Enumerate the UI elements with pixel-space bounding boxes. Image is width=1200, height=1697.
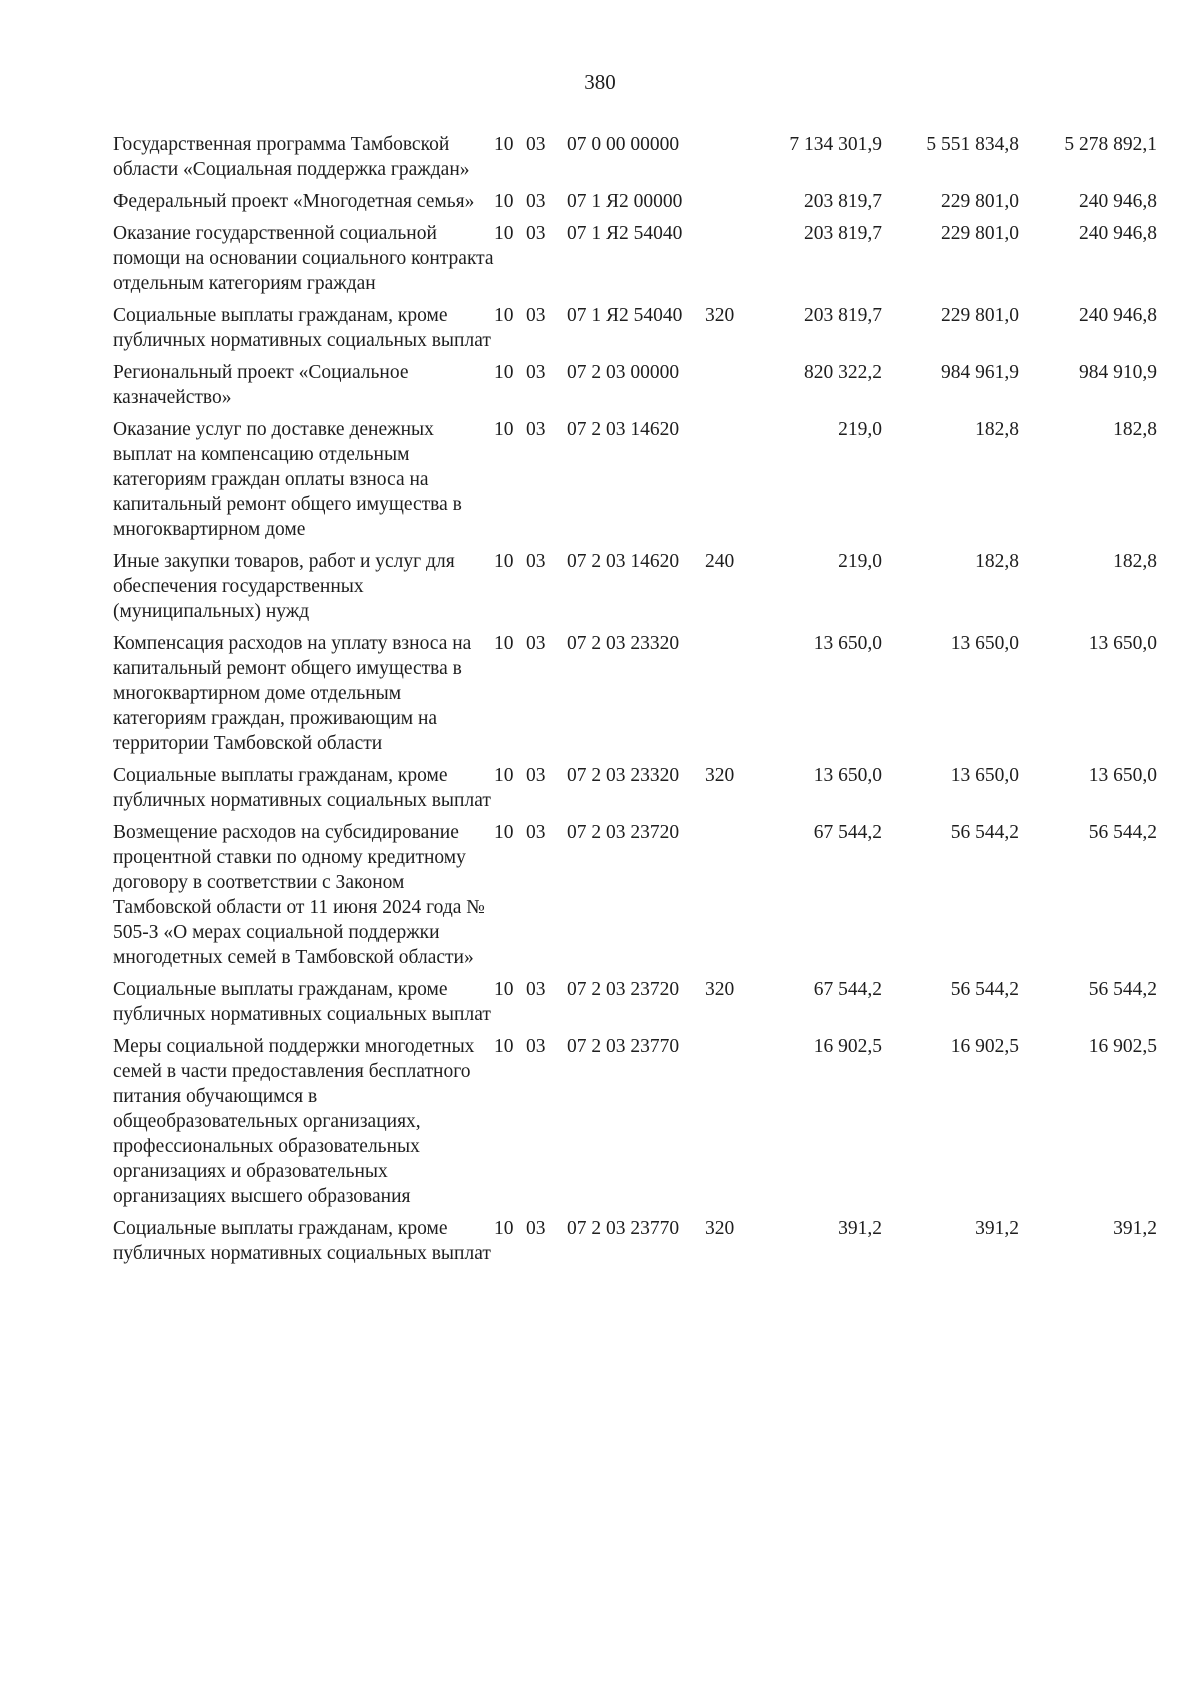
amount-year-3: 984 910,9 <box>1079 362 1157 383</box>
subsection-code: 03 <box>526 765 546 786</box>
table-row <box>113 417 1157 549</box>
amount-year-3: 5 278 892,1 <box>1064 134 1157 155</box>
amount-year-2: 391,2 <box>975 1218 1019 1239</box>
table-body <box>113 132 1157 1273</box>
table-row <box>113 303 1157 360</box>
section-code: 10 <box>494 305 514 326</box>
amount-year-1: 203 819,7 <box>804 191 882 212</box>
section-code: 10 <box>494 551 514 572</box>
amount-year-2: 56 544,2 <box>950 979 1019 1000</box>
amount-year-1: 67 544,2 <box>813 822 882 843</box>
target-article-code: 07 2 03 23720 <box>567 979 680 1000</box>
section-code: 10 <box>494 223 514 244</box>
amount-year-3: 13 650,0 <box>1088 633 1157 654</box>
table-row <box>113 1034 1157 1216</box>
amount-year-2: 984 961,9 <box>941 362 1019 383</box>
target-article-code: 07 2 03 00000 <box>567 362 680 383</box>
section-code: 10 <box>494 362 514 383</box>
subsection-code: 03 <box>526 191 546 212</box>
subsection-code: 03 <box>526 362 546 383</box>
expense-item-name: Иные закупки товаров, работ и услуг для обеспечения государственных (муниципальных) нужд <box>113 551 455 622</box>
amount-year-3: 240 946,8 <box>1079 305 1157 326</box>
target-article-code: 07 1 Я2 00000 <box>567 191 683 212</box>
amount-year-1: 219,0 <box>838 551 882 572</box>
table-row <box>113 820 1157 977</box>
table-row <box>113 132 1157 189</box>
expense-type-code <box>705 360 747 417</box>
section-code: 10 <box>494 134 514 155</box>
amount-year-1: 13 650,0 <box>813 633 882 654</box>
expense-type-code <box>705 1034 747 1216</box>
amount-year-3: 240 946,8 <box>1079 191 1157 212</box>
amount-year-2: 13 650,0 <box>950 633 1019 654</box>
amount-year-3: 56 544,2 <box>1088 822 1157 843</box>
amount-year-2: 16 902,5 <box>950 1036 1019 1057</box>
expense-type-code <box>705 417 747 549</box>
target-article-code: 07 2 03 23770 <box>567 1036 680 1057</box>
subsection-code: 03 <box>526 134 546 155</box>
expense-type-code <box>705 820 747 977</box>
subsection-code: 03 <box>526 979 546 1000</box>
expense-item-name: Социальные выплаты гражданам, кроме публичных нормативных социальных выплат <box>113 765 491 811</box>
subsection-code: 03 <box>526 419 546 440</box>
target-article-code: 07 1 Я2 54040 <box>567 305 683 326</box>
amount-year-2: 182,8 <box>975 419 1019 440</box>
amount-year-1: 219,0 <box>838 419 882 440</box>
target-article-code: 07 2 03 14620 <box>567 551 680 572</box>
section-code: 10 <box>494 1218 514 1239</box>
amount-year-1: 203 819,7 <box>804 305 882 326</box>
expense-item-name: Социальные выплаты гражданам, кроме публичных нормативных социальных выплат <box>113 305 491 351</box>
amount-year-2: 229 801,0 <box>941 223 1019 244</box>
amount-year-1: 16 902,5 <box>813 1036 882 1057</box>
expense-type-code <box>705 631 747 763</box>
amount-year-2: 13 650,0 <box>950 765 1019 786</box>
table-row <box>113 763 1157 820</box>
amount-year-2: 229 801,0 <box>941 191 1019 212</box>
target-article-code: 07 2 03 23720 <box>567 822 680 843</box>
subsection-code: 03 <box>526 1218 546 1239</box>
section-code: 10 <box>494 1036 514 1057</box>
expense-type-code: 320 <box>705 979 735 1000</box>
subsection-code: 03 <box>526 551 546 572</box>
expense-item-name: Меры социальной поддержки многодетных семей в части предоставления бесплатного питания обучающимся в общеобразовательных организациях, профессиональных образовательных организациях и образовательных организациях высшего образования <box>113 1036 475 1207</box>
target-article-code: 07 2 03 14620 <box>567 419 680 440</box>
amount-year-1: 820 322,2 <box>804 362 882 383</box>
expense-item-name: Компенсация расходов на уплату взноса на капитальный ремонт общего имущества в многоквартирном доме отдельным категориям граждан, проживающим на территории Тамбовской области <box>113 633 472 754</box>
section-code: 10 <box>494 979 514 1000</box>
expense-type-code <box>705 189 747 221</box>
section-code: 10 <box>494 191 514 212</box>
target-article-code: 07 1 Я2 54040 <box>567 223 683 244</box>
table-row <box>113 631 1157 763</box>
table-row <box>113 549 1157 631</box>
amount-year-1: 13 650,0 <box>813 765 882 786</box>
expense-type-code <box>705 221 747 303</box>
amount-year-1: 67 544,2 <box>813 979 882 1000</box>
expense-type-code <box>705 132 747 189</box>
amount-year-3: 391,2 <box>1113 1218 1157 1239</box>
target-article-code: 07 0 00 00000 <box>567 134 680 155</box>
subsection-code: 03 <box>526 822 546 843</box>
expense-item-name: Оказание государственной социальной помощи на основании социального контракта отдельным категориям граждан <box>113 223 494 294</box>
section-code: 10 <box>494 765 514 786</box>
amount-year-3: 182,8 <box>1113 419 1157 440</box>
amount-year-1: 7 134 301,9 <box>789 134 882 155</box>
amount-year-3: 56 544,2 <box>1088 979 1157 1000</box>
expense-type-code: 320 <box>705 1218 735 1239</box>
amount-year-2: 229 801,0 <box>941 305 1019 326</box>
amount-year-2: 5 551 834,8 <box>926 134 1019 155</box>
expense-item-name: Социальные выплаты гражданам, кроме публичных нормативных социальных выплат <box>113 979 491 1025</box>
expense-type-code: 240 <box>705 551 735 572</box>
subsection-code: 03 <box>526 633 546 654</box>
table-row <box>113 1216 1157 1273</box>
amount-year-3: 182,8 <box>1113 551 1157 572</box>
amount-year-3: 13 650,0 <box>1088 765 1157 786</box>
expense-item-name: Государственная программа Тамбовской области «Социальная поддержка граждан» <box>113 134 470 180</box>
expense-item-name: Социальные выплаты гражданам, кроме публичных нормативных социальных выплат <box>113 1218 491 1264</box>
budget-table <box>113 132 1157 1273</box>
table-row <box>113 189 1157 221</box>
amount-year-3: 16 902,5 <box>1088 1036 1157 1057</box>
amount-year-1: 203 819,7 <box>804 223 882 244</box>
expense-item-name: Федеральный проект «Многодетная семья» <box>113 191 475 212</box>
amount-year-1: 391,2 <box>838 1218 882 1239</box>
table-row <box>113 221 1157 303</box>
table-row <box>113 360 1157 417</box>
amount-year-3: 240 946,8 <box>1079 223 1157 244</box>
table-row <box>113 977 1157 1034</box>
expense-item-name: Возмещение расходов на субсидирование процентной ставки по одному кредитному договору в соответствии с Законом Тамбовской области от 11 июня 2024 года № 505-З «О мерах социальной поддержки многодетных семей в Тамбовской области» <box>113 822 485 968</box>
page-number: 380 <box>584 70 616 94</box>
section-code: 10 <box>494 822 514 843</box>
expense-item-name: Оказание услуг по доставке денежных выплат на компенсацию отдельным категориям граждан оплаты взноса на капитальный ремонт общего имущества в многоквартирном доме <box>113 419 462 540</box>
target-article-code: 07 2 03 23320 <box>567 633 680 654</box>
subsection-code: 03 <box>526 223 546 244</box>
amount-year-2: 56 544,2 <box>950 822 1019 843</box>
subsection-code: 03 <box>526 1036 546 1057</box>
section-code: 10 <box>494 633 514 654</box>
amount-year-2: 182,8 <box>975 551 1019 572</box>
expense-item-name: Региональный проект «Социальное казначейство» <box>113 362 409 408</box>
expense-type-code: 320 <box>705 765 735 786</box>
target-article-code: 07 2 03 23770 <box>567 1218 680 1239</box>
subsection-code: 03 <box>526 305 546 326</box>
expense-type-code: 320 <box>705 305 735 326</box>
section-code: 10 <box>494 419 514 440</box>
target-article-code: 07 2 03 23320 <box>567 765 680 786</box>
